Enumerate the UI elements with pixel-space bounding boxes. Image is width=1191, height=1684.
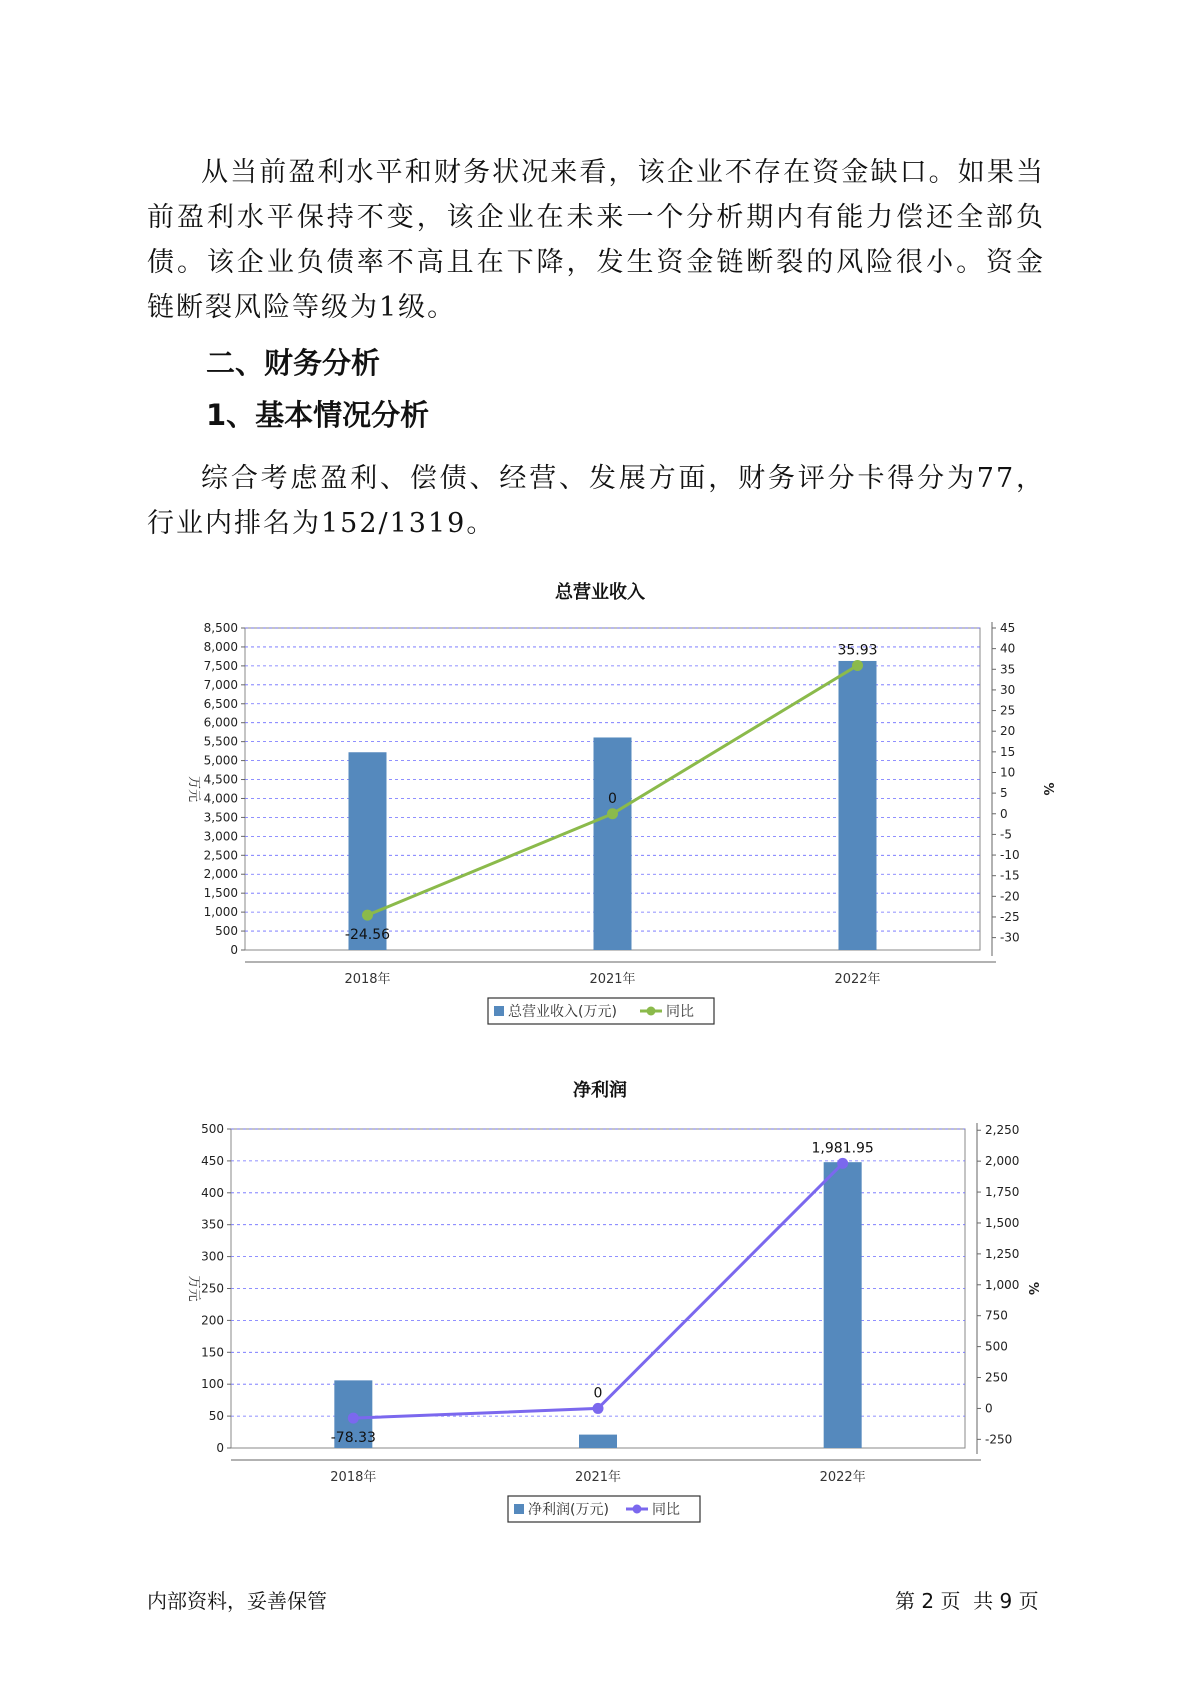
data-label: 0 [608,790,617,807]
right-tick-label: -10 [1000,848,1020,863]
x-tick-label: 2022年 [819,1470,866,1485]
data-label: 35.93 [837,642,878,659]
left-tick-label: 300 [201,1249,224,1264]
right-tick-label: 500 [985,1339,1008,1354]
left-tick-label: 2,500 [203,848,238,863]
right-tick-label: 1,000 [985,1277,1020,1292]
left-tick-label: 350 [201,1217,224,1232]
left-tick-label: 6,000 [203,715,238,730]
data-label: 1,981.95 [811,1140,874,1157]
left-tick-label: 6,500 [203,696,238,711]
right-tick-label: 25 [1000,703,1016,718]
right-tick-label: -5 [1000,827,1012,842]
data-label: -78.33 [330,1430,376,1447]
right-tick-label: 45 [1000,621,1016,635]
bar [824,1162,862,1448]
left-tick-label: 500 [215,924,238,939]
trend-point [607,808,618,819]
right-tick-label: 1,750 [985,1185,1020,1200]
right-tick-label: 20 [1000,724,1016,739]
legend-bar-label: 总营业收入(万元) [508,1004,617,1020]
legend-line-label: 同比 [666,1004,694,1020]
bar [839,661,877,950]
left-tick-label: 7,500 [203,658,238,673]
left-tick-label: 500 [201,1122,224,1136]
trend-point [362,910,373,921]
y-axis-title: 万元 [186,775,201,803]
left-tick-label: 400 [201,1185,224,1200]
left-tick-label: 1,500 [203,886,238,901]
left-tick-label: 150 [201,1345,224,1360]
legend-line-marker [647,1007,656,1016]
trend-point [852,660,863,671]
x-tick-label: 2018年 [344,972,391,987]
x-tick-label: 2021年 [574,1470,622,1485]
paragraph-score: 综合考虑盈利、偿债、经营、发展方面，财务评分卡得分为77，行业内排名为152/1319。 [147,463,1045,539]
right-tick-label: 750 [985,1308,1008,1323]
right-tick-label: 1,250 [985,1246,1020,1261]
legend-bar-label: 净利润(万元) [528,1502,609,1518]
net-profit-chart [170,1103,1040,1523]
left-tick-label: 2,000 [203,867,238,882]
right-tick-label: -15 [1000,868,1020,883]
legend-line-label: 同比 [652,1502,680,1518]
left-tick-label: 8,500 [203,621,238,635]
legend-bar-swatch [494,1006,504,1016]
legend-line-marker [633,1505,642,1514]
left-tick-label: 100 [201,1377,224,1392]
left-tick-label: 3,000 [203,829,238,844]
data-label: -24.56 [344,927,391,944]
right-tick-label: -25 [1000,909,1020,924]
right-tick-label: 10 [1000,765,1016,780]
left-tick-label: 0 [216,1441,224,1455]
data-label: 0 [593,1385,603,1402]
right-tick-label: 40 [1000,641,1016,656]
right-tick-label: -30 [1000,930,1020,945]
chart-title-revenue: 总营业收入 [555,582,645,603]
subsection-heading: 1、基本情况分析 [206,398,430,432]
left-tick-label: 3,500 [203,810,238,825]
left-tick-label: 5,500 [203,734,238,749]
left-tick-label: 0 [230,943,238,957]
right-tick-label: 0 [1000,806,1008,821]
x-tick-label: 2021年 [589,972,636,987]
footer-confidential: 内部资料，妥善保管 [147,1589,327,1613]
revenue-chart [170,605,1055,1025]
left-tick-label: 450 [201,1153,224,1168]
right-tick-label: 5 [1000,786,1008,801]
left-tick-label: 4,000 [203,791,238,806]
left-tick-label: 5,000 [203,753,238,768]
left-tick-label: 1,000 [203,905,238,920]
bar [579,1435,617,1448]
x-tick-label: 2018年 [330,1470,377,1485]
trend-point [837,1158,848,1169]
right-tick-label: 250 [985,1370,1008,1385]
right-tick-label: 15 [1000,744,1016,759]
left-tick-label: 8,000 [203,639,238,654]
x-tick-label: 2022年 [834,972,881,987]
trend-point [348,1413,359,1424]
footer-page-number: 第 2 页 共 9 页 [895,1589,1039,1613]
right-tick-label: -20 [1000,889,1020,904]
right-tick-label: -250 [985,1432,1013,1447]
right-tick-label: 1,500 [985,1215,1020,1230]
left-tick-label: 200 [201,1313,224,1328]
right-tick-label: 0 [985,1401,993,1416]
right-tick-label: 30 [1000,682,1016,697]
left-tick-label: 250 [201,1281,224,1296]
legend-bar-swatch [514,1504,524,1514]
y-axis-title: 万元 [186,1275,201,1302]
left-tick-label: 4,500 [203,772,238,787]
trend-point [593,1403,604,1414]
y2-axis-title: % [1025,1281,1040,1296]
left-tick-label: 7,000 [203,677,238,692]
chart-title-net-profit: 净利润 [573,1080,627,1101]
right-tick-label: 2,000 [985,1154,1020,1169]
left-tick-label: 50 [208,1409,224,1424]
section-heading: 二、财务分析 [206,346,381,380]
right-tick-label: 2,250 [985,1123,1020,1138]
y2-axis-title: % [1040,782,1055,796]
paragraph-risk: 从当前盈利水平和财务状况来看，该企业不存在资金缺口。如果当前盈利水平保持不变，该企业在未来一个分析期内有能力偿还全部负债。该企业负债率不高且在下降，发生资金链断裂的风险很小。资金链断裂风险等级为1级。 [147,157,1045,323]
bar [594,737,632,950]
right-tick-label: 35 [1000,662,1016,677]
